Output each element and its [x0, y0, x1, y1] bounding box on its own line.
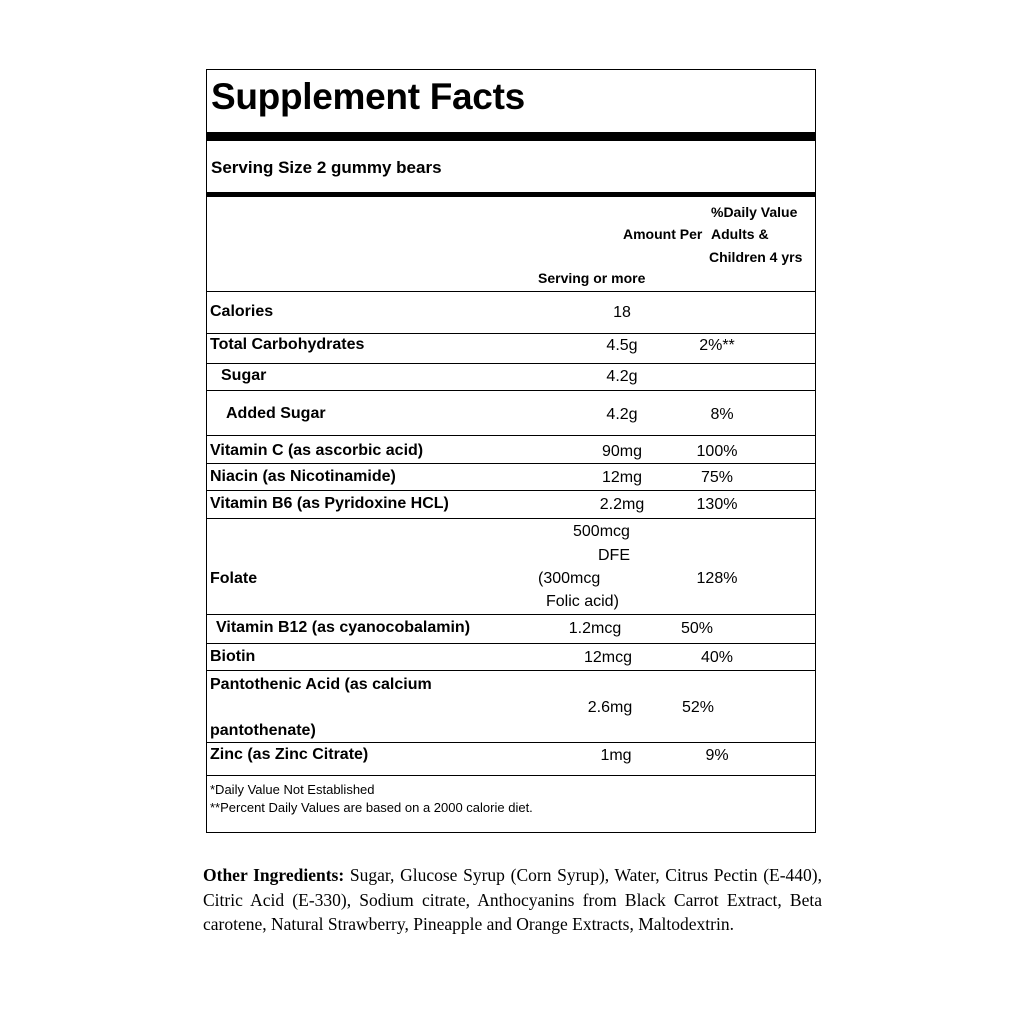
nutrient-amount: 2.2mg	[599, 496, 645, 513]
nutrient-label: Sugar	[221, 367, 267, 384]
row-divider	[207, 333, 815, 334]
nutrient-amount: 18	[613, 304, 631, 321]
nutrient-amount-line: 500mcg	[573, 523, 630, 540]
nutrient-amount-line: Folic acid)	[546, 593, 619, 610]
medium-divider	[207, 192, 815, 197]
thick-divider	[207, 132, 815, 141]
other-ingredients	[203, 863, 822, 937]
nutrient-amount: 4.5g	[606, 337, 638, 354]
adults-heading: Adults &	[711, 226, 769, 242]
nutrient-amount: 1mg	[600, 747, 632, 764]
row-divider	[207, 643, 815, 644]
row-divider	[207, 390, 815, 391]
other-ingredients-label: Other Ingredients:	[203, 865, 345, 885]
nutrient-label: Vitamin B6 (as Pyridoxine HCL)	[210, 495, 449, 512]
row-divider	[207, 670, 815, 671]
serving-size: Serving Size 2 gummy bears	[211, 158, 442, 177]
nutrient-label: Vitamin B12 (as cyanocobalamin)	[216, 619, 471, 636]
daily-value: 52%	[681, 699, 715, 716]
nutrient-label: Biotin	[210, 648, 256, 665]
row-divider	[207, 435, 815, 436]
daily-value: 2%**	[699, 337, 735, 354]
daily-value-heading: %Daily Value	[711, 204, 798, 220]
nutrient-amount-line: (300mcg	[538, 570, 601, 587]
daily-value: 8%	[710, 406, 734, 423]
serving-or-more-heading: Serving or more	[538, 270, 646, 286]
row-divider	[207, 363, 815, 364]
supplement-facts-panel	[206, 69, 816, 833]
daily-value: 9%	[705, 747, 729, 764]
nutrient-amount: 2.6mg	[587, 699, 633, 716]
row-divider	[207, 463, 815, 464]
nutrient-amount-line: DFE	[598, 547, 630, 564]
panel-title: Supplement Facts	[211, 76, 525, 117]
nutrient-label: Calories	[210, 303, 274, 320]
nutrient-amount: 4.2g	[606, 406, 638, 423]
nutrient-label: Pantothenic Acid (as calcium	[210, 676, 432, 693]
footnote-percent-dv: **Percent Daily Values are based on a 2000 calorie diet.	[210, 800, 533, 815]
row-divider	[207, 490, 815, 491]
daily-value: 100%	[696, 443, 738, 460]
nutrient-label: Folate	[210, 570, 258, 587]
nutrient-amount: 1.2mcg	[568, 620, 622, 637]
nutrient-label: pantothenate)	[210, 722, 316, 739]
other-ingredients-text: Sugar, Glucose Syrup (Corn Syrup), Water, Citrus Pectin (E-440), Citric Acid (E-330), Sodium citrate, Anthocyanins from Black Carrot Extract, Beta carotene, Natural Strawberry, Pineapple and Orange Extracts, Maltodextrin.	[203, 865, 822, 934]
children-heading: Children 4 yrs	[709, 249, 803, 265]
row-divider	[207, 775, 815, 776]
nutrient-label: Zinc (as Zinc Citrate)	[210, 746, 369, 763]
nutrient-amount: 12mcg	[583, 649, 633, 666]
daily-value: 128%	[696, 570, 738, 587]
daily-value: 40%	[700, 649, 734, 666]
amount-per-heading: Amount Per	[623, 226, 703, 242]
row-divider	[207, 518, 815, 519]
row-divider	[207, 291, 815, 292]
nutrient-amount: 12mg	[601, 469, 643, 486]
nutrient-label: Added Sugar	[226, 405, 326, 422]
daily-value: 130%	[696, 496, 738, 513]
row-divider	[207, 742, 815, 743]
nutrient-label: Niacin (as Nicotinamide)	[210, 468, 396, 485]
nutrient-label: Vitamin C (as ascorbic acid)	[210, 442, 424, 459]
nutrient-amount: 90mg	[601, 443, 643, 460]
row-divider	[207, 614, 815, 615]
nutrient-label: Total Carbohydrates	[210, 336, 365, 353]
footnote-daily-value: *Daily Value Not Established	[210, 782, 375, 797]
daily-value: 50%	[680, 620, 714, 637]
daily-value: 75%	[700, 469, 734, 486]
nutrient-amount: 4.2g	[606, 368, 638, 385]
